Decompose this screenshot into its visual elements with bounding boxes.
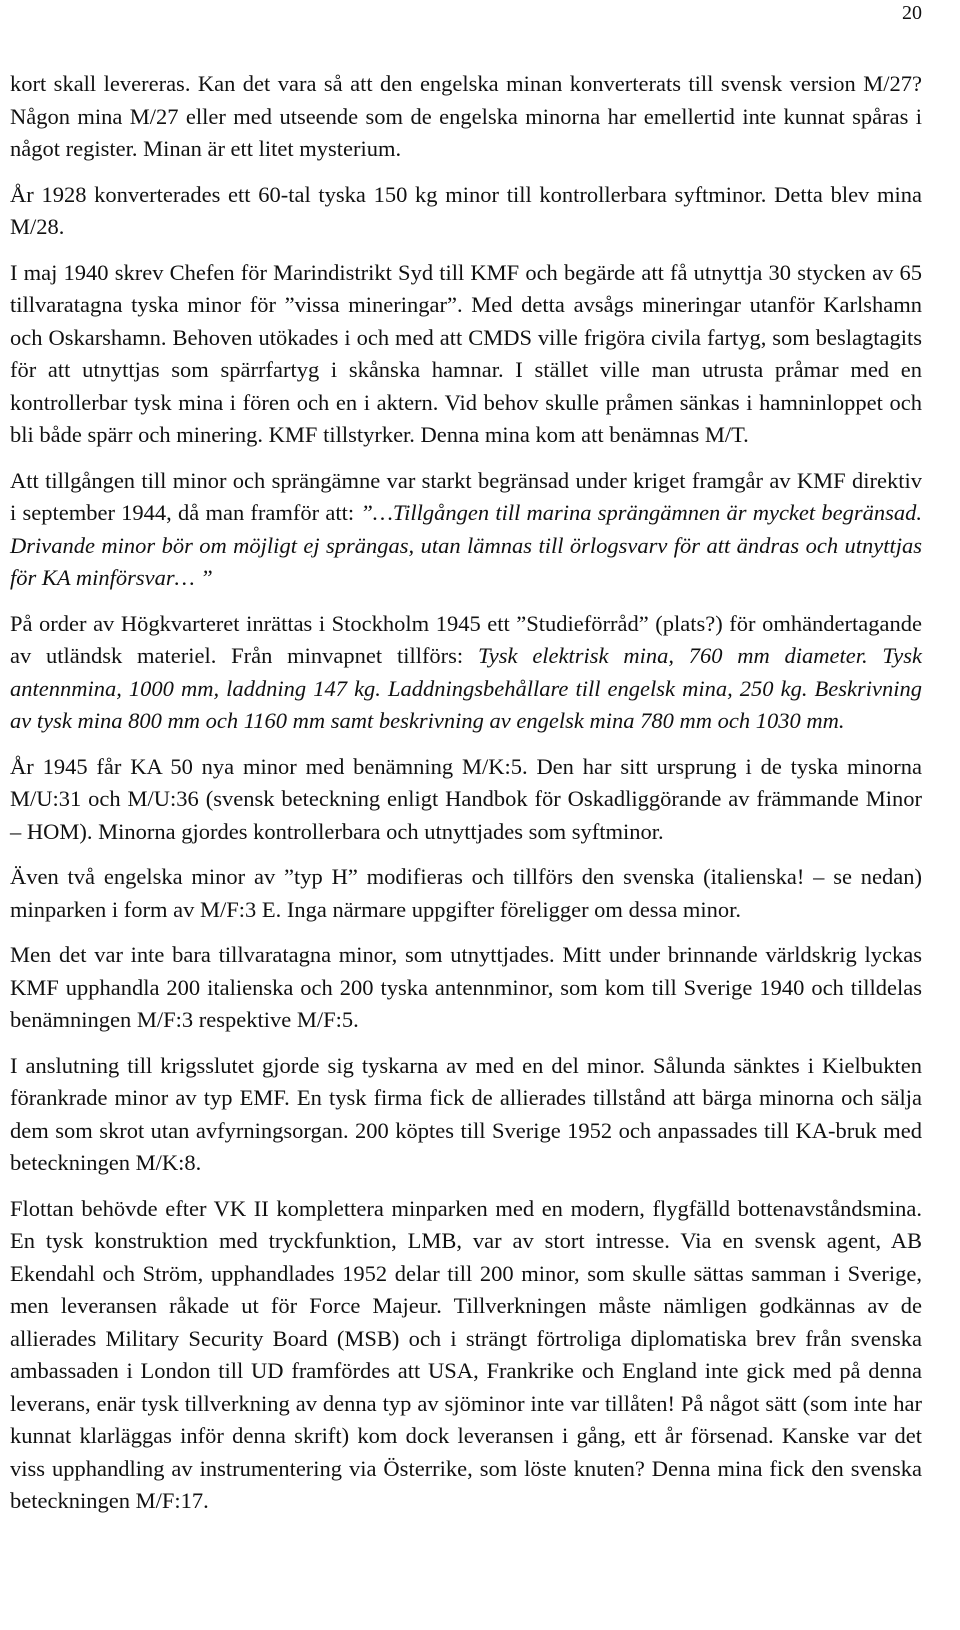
paragraph	[10, 1050, 922, 1180]
italic-text: Tysk elektrisk mina, 760 mm diameter. Tysk antennmina, 1000 mm, laddning 147 kg. Laddningsbehållare till engelsk mina, 250 kg. Beskrivning av tysk mina 800 mm och 1160 mm samt beskrivning av engelsk mina 780 mm och 1030 mm.	[10, 643, 922, 733]
paragraph	[10, 68, 922, 166]
paragraph	[10, 465, 922, 595]
paragraph	[10, 608, 922, 738]
paragraph-text: Att tillgången till minor och sprängämne var starkt begränsad under kriget framgår av KMF direktiv i september 1944, då man framför att:	[10, 467, 922, 525]
paragraph	[10, 179, 922, 244]
document-body	[10, 68, 922, 1531]
paragraph-text: År 1945 får KA 50 nya minor med benämning M/K:5. Den har sitt ursprung i de tyska minorna M/U:31 och M/U:36 (svensk beteckning enligt Handbok för Oskadliggörande av främmande Minor – HOM). Minorna gjordes kontrollerbara och utnyttjades som syftminor.	[10, 753, 922, 844]
paragraph-text: Även två engelska minor av ”typ H” modifieras och tillförs den svenska (italienska! – se nedan) minparken i form av M/F:3 E. Inga närmare uppgifter föreligger om dessa minor.	[10, 864, 922, 922]
paragraph	[10, 1193, 922, 1518]
paragraph	[10, 861, 922, 926]
paragraph	[10, 257, 922, 452]
paragraph-text: kort skall levereras. Kan det vara så att den engelska minan konverterats till svensk version M/27? Någon mina M/27 eller med utseende som de engelska minorna har emellertid inte kunnat spåras i något register. Minan är ett litet mysterium.	[10, 71, 922, 161]
italic-text: ”…Tillgången till marina sprängämnen är mycket begränsad. Drivande minor bör om möjligt ej sprängas, utan lämnas till örlogsvarv för att ändras och utnyttjas för KA minförsvar… ”	[10, 500, 922, 590]
paragraph-text: Flottan behövde efter VK II komplettera minparken med en modern, flygfälld bottenavståndsmina. En tysk konstruktion med tryckfunktion, LMB, var av stort intresse. Via en svensk agent, AB Ekendahl och Ström, upphandlades 1952 delar till 200 minor, som skulle sättas samman i Sverige, men leveransen råkade ut för Force Majeur. Tillverkningen måste nämligen godkännas av de allierades Military Security Board (MSB) och i strängt förtroliga diplomatiska brev från svenska ambassaden i London till UD framfördes att USA, Frankrike och England inte gick med på denna leverans, enär tysk tillverkning av denna typ av sjöminor inte var tillåten! På något sätt (som inte har kunnat klarläggas inför denna skrift) kom dock leveransen i gång, ett år försenad. Kanske var det viss upphandling av instrumentering via Österrike, som löste knuten? Denna mina fick den svenska beteckningen M/F:17.	[10, 1195, 922, 1513]
paragraph	[10, 751, 922, 849]
paragraph-text: I anslutning till krigsslutet gjorde sig tyskarna av med en del minor. Sålunda sänktes i Kielbukten förankrade minor av typ EMF. En tysk firma fick de allierades tillstånd att bärga minorna och sälja dem som skrot utan avfyrningsorgan. 200 köptes till Sverige 1952 och anpassades till KA-bruk med beteckningen M/K:8.	[10, 1052, 922, 1175]
paragraph	[10, 939, 922, 1037]
paragraph-text: Men det var inte bara tillvaratagna minor, som utnyttjades. Mitt under brinnande världskrig lyckas KMF upphandla 200 italienska och 200 tyska antennminor, som kom till Sverige 1940 och tilldelas benämningen M/F:3 respektive M/F:5.	[10, 942, 922, 1032]
paragraph-text: År 1928 konverterades ett 60-tal tyska 150 kg minor till kontrollerbara syftminor. Detta blev mina M/28.	[10, 181, 922, 239]
page-number: 20	[902, 2, 922, 24]
paragraph-text: I maj 1940 skrev Chefen för Marindistrikt Syd till KMF och begärde att få utnyttja 30 stycken av 65 tillvaratagna tyska minor för ”vissa mineringar”. Med detta avsågs mineringar utanför Karlshamn och Oskarshamn. Behoven utökades i och med att CMDS ville frigöra civila fartyg, som beslagtagits för att utnyttjas som spärrfartyg i skånska hamnar. I stället ville man utrusta pråmar med en kontrollerbar tysk mina i fören och en i aktern. Vid behov skulle pråmen sänkas i hamninloppet och bli både spärr och minering. KMF tillstyrker. Denna mina kom att benämnas M/T.	[10, 259, 922, 447]
paragraph-text: På order av Högkvarteret inrättas i Stockholm 1945 ett ”Studieförråd” (plats?) för omhändertagande av utländsk materiel. Från minvapnet tillförs:	[10, 610, 922, 668]
